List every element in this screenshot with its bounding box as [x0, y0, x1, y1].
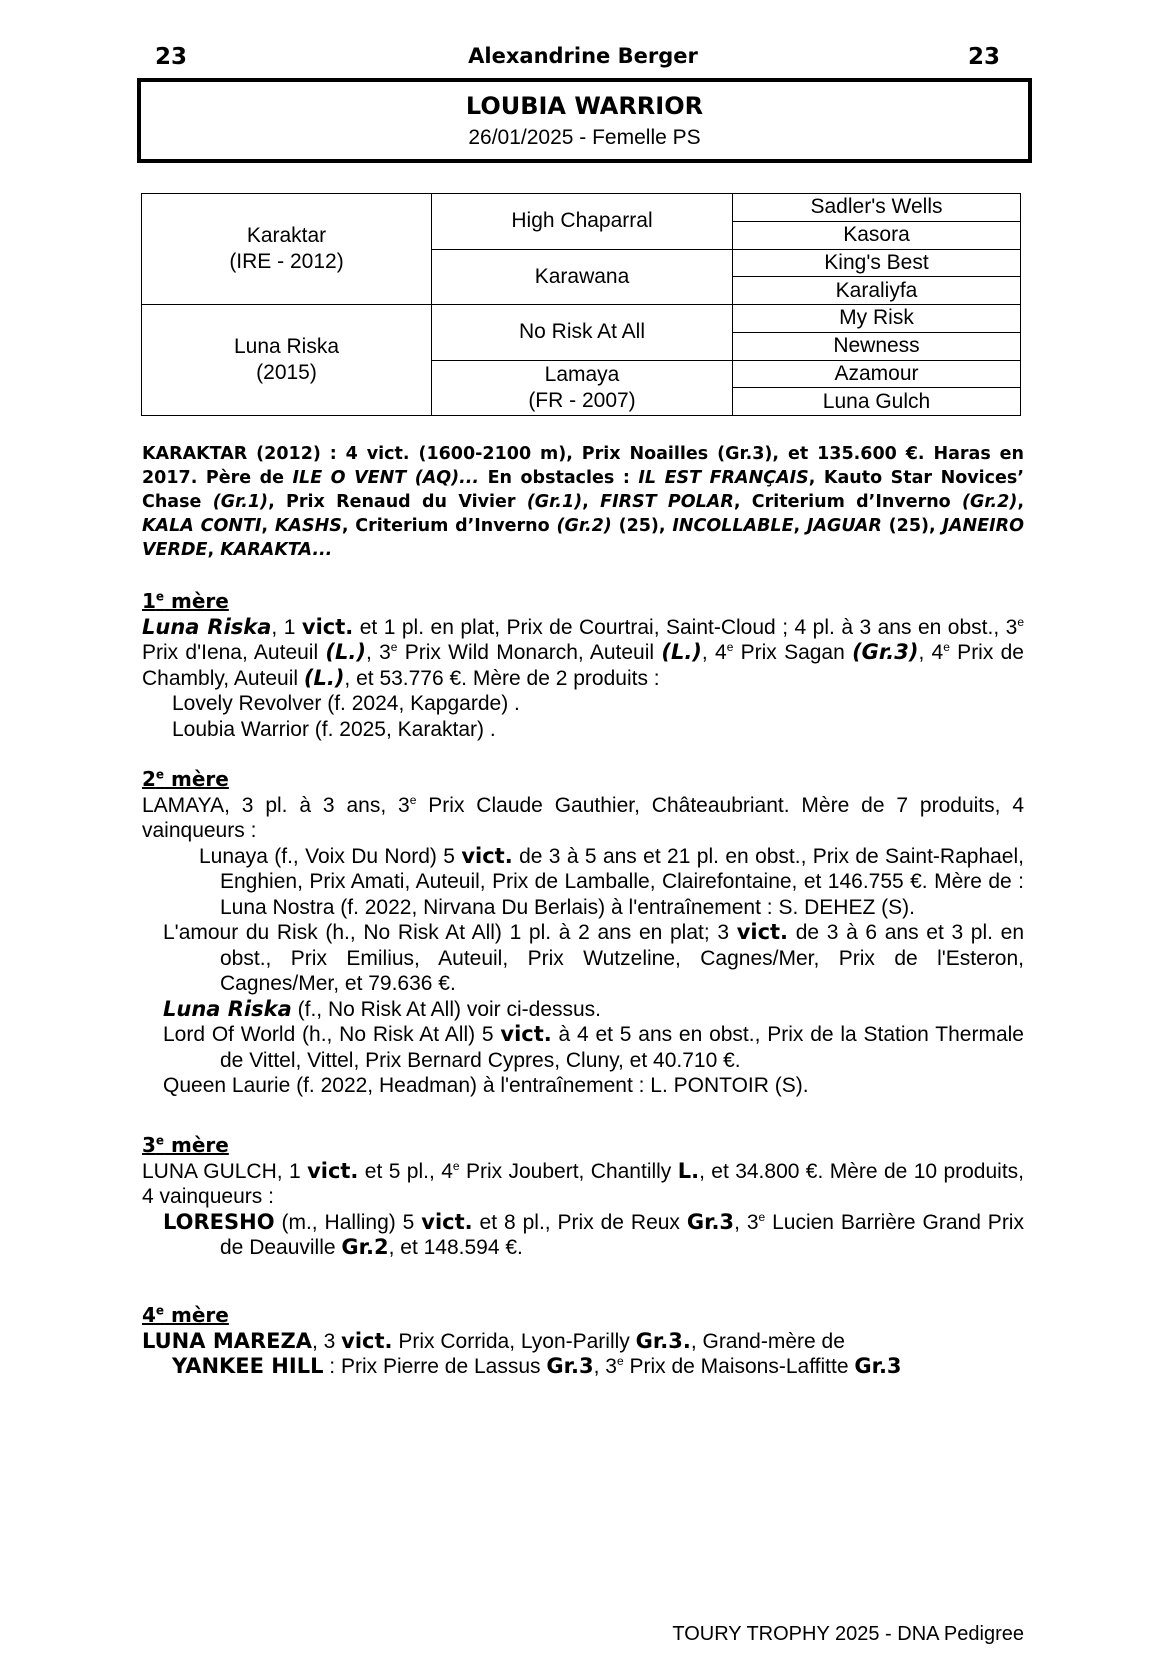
section-third-dam [142, 1133, 1024, 1261]
second-dam-text: LAMAYA, 3 pl. à 3 ans, 3e Prix Claude Gauthier, Châteaubriant. Mère de 7 produits, 4 vainqueurs : [142, 792, 1025, 842]
section-second-dam [142, 767, 1024, 1099]
lot-number-left: 23 [155, 44, 188, 70]
section-first-dam [142, 589, 1024, 742]
pedigree-sire: Karaktar (IRE - 2012) [142, 194, 432, 305]
list-item: Luna Riska (f., No Risk At All) voir ci-dessus. [163, 996, 602, 1021]
page-header [0, 38, 1166, 74]
first-dam-text: Luna Riska, 1 vict. et 1 pl. en plat, Prix de Courtrai, Saint-Cloud ; 4 pl. à 3 ans en obst., 3e Prix d'Iena, Auteuil (L.), 3e Prix Wild Monarch, Auteuil (L.), 4e Prix Sagan (Gr.3), 4e Prix de Chambly, Auteuil (L.), et 53.776 €. Mère de 2 produits : [142, 614, 1024, 690]
pedigree-dsd: Newness [733, 332, 1021, 360]
horse-info: 26/01/2025 - Femelle PS [468, 126, 701, 149]
list-item: Lord Of World (h., No Risk At All) 5 vict. à 4 et 5 ans en obst., Prix de la Station Thermale de Vittel, Vittel, Prix Bernard Cypres, Cluny, et 40.710 €. [163, 1022, 1024, 1072]
seller-name: Alexandrine Berger [468, 44, 698, 68]
third-dam-text: LUNA GULCH, 1 vict. et 5 pl., 4e Prix Joubert, Chantilly L., et 34.800 €. Mère de 10 produits, 4 vainqueurs : [142, 1158, 1024, 1208]
list-item: Loubia Warrior (f. 2025, Karaktar) . [172, 717, 496, 741]
pedigree-table [141, 193, 1021, 416]
list-item: Queen Laurie (f. 2022, Headman) à l'entraînement : L. PONTOIR (S). [163, 1074, 809, 1097]
section-fourth-dam [142, 1303, 1024, 1380]
sire-description: KARAKTAR (2012) : 4 vict. (1600-2100 m), Prix Noailles (Gr.3), et 135.600 €. Haras en 2017. Père de ILE O VENT (AQ)... En obstacles : IL EST FRANÇAIS, Kauto Star Novices’ Chase (Gr.1), Prix Renaud du Vivier (Gr.1), FIRST POLAR, Criterium d’Inverno (Gr.2), KALA CONTI, KASHS, Criterium d’Inverno (Gr.2) (25), INCOLLABLE, JAGUAR (25), JANEIRO VERDE, KARAKTA... [142, 444, 1024, 560]
pedigree-sire-dam: Karawana [432, 249, 733, 305]
pedigree-dam-dam: Lamaya (FR - 2007) [432, 360, 733, 416]
pedigree-ssd: Kasora [733, 221, 1021, 249]
list-item: Lovely Revolver (f. 2024, Kapgarde) . [172, 692, 520, 715]
pedigree-dam: Luna Riska (2015) [142, 305, 432, 416]
horse-title-box [137, 78, 1032, 163]
pedigree-dss: My Risk [733, 305, 1021, 333]
section-heading-1: 1e mère [142, 589, 229, 613]
pedigree-sdd: Karaliyfa [733, 277, 1021, 305]
pedigree-sire-sire: High Chaparral [432, 194, 733, 250]
pedigree-dam-sire: No Risk At All [432, 305, 733, 361]
pedigree-dds: Azamour [733, 360, 1021, 388]
section-heading-3: 3e mère [142, 1133, 229, 1157]
list-item: YANKEE HILL : Prix Pierre de Lassus Gr.3, 3e Prix de Maisons-Laffitte Gr.3 [172, 1354, 902, 1378]
fourth-dam-text: LUNA MAREZA, 3 vict. Prix Corrida, Lyon-Parilly Gr.3., Grand-mère de [142, 1328, 845, 1353]
list-item: Lunaya (f., Voix Du Nord) 5 vict. de 3 à 5 ans et 21 pl. en obst., Prix de Saint-Raphael, Enghien, Prix Amati, Auteuil, Prix de Lamballe, Clairefontaine, et 146.755 €. Mère de : Luna Nostra (f. 2022, Nirvana Du Berlais) à l'entraînement : S. DEHEZ (S). [199, 843, 1024, 919]
list-item: LORESHO (m., Halling) 5 vict. et 8 pl., Prix de Reux Gr.3, 3e Lucien Barrière Grand Prix de Deauville Gr.2, et 148.594 €. [163, 1209, 1024, 1259]
horse-name: LOUBIA WARRIOR [465, 92, 704, 120]
page-footer: TOURY TROPHY 2025 - DNA Pedigree [672, 1623, 1024, 1645]
pedigree-sss: Sadler's Wells [733, 194, 1021, 222]
section-heading-4: 4e mère [142, 1303, 229, 1327]
lot-number-right: 23 [968, 44, 1001, 70]
pedigree-ddd: Luna Gulch [733, 388, 1021, 416]
pedigree-sds: King's Best [733, 249, 1021, 277]
list-item: L'amour du Risk (h., No Risk At All) 1 pl. à 2 ans en plat; 3 vict. de 3 à 6 ans et 3 pl. en obst., Prix Emilius, Auteuil, Prix Wutzeline, Cagnes/Mer, Prix de l'Esteron, Cagnes/Mer, et 79.636 €. [163, 920, 1024, 995]
section-heading-2: 2e mère [142, 767, 229, 791]
